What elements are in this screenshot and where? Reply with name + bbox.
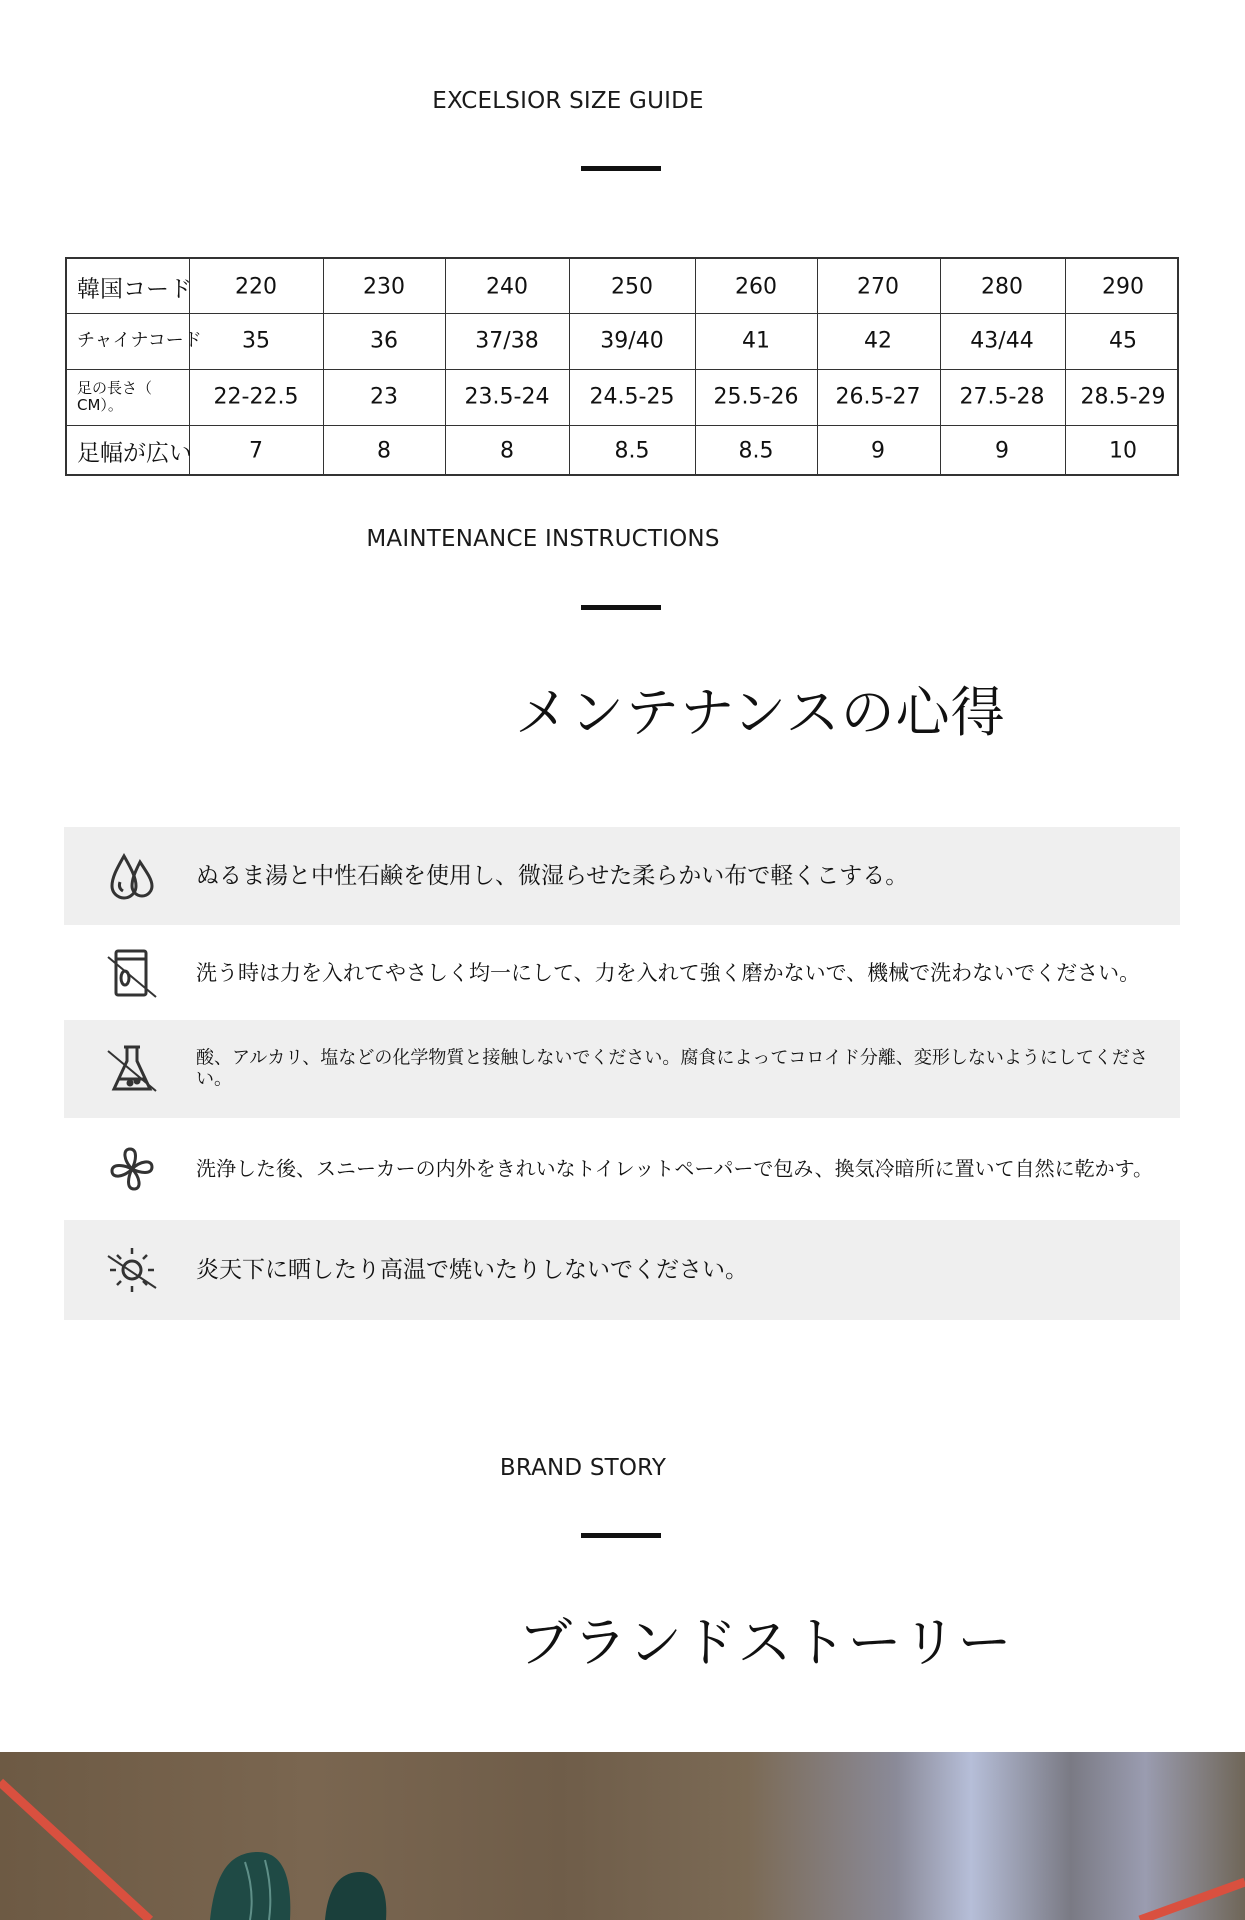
maintenance-heading: メンテナンスの心得 bbox=[515, 681, 1006, 744]
size-cell-china-code: 42 bbox=[864, 328, 892, 354]
brand-story-heading: ブランドストーリー bbox=[518, 1611, 1013, 1674]
size-cell-foot-width: 9 bbox=[995, 438, 1009, 464]
maintenance-text: 洗う時は力を入れてやさしく均一にして、力を入れて強く磨かないで、機械で洗わないでください。 bbox=[196, 960, 1141, 985]
size-cell-china-code: 35 bbox=[242, 328, 270, 354]
no-chemicals-icon bbox=[104, 1041, 160, 1097]
table-divider bbox=[67, 313, 1177, 314]
size-cell-korean-code: 280 bbox=[981, 274, 1023, 300]
maintenance-item bbox=[64, 827, 1180, 925]
fan-dry-icon bbox=[104, 1141, 160, 1197]
size-cell-korean-code: 240 bbox=[486, 274, 528, 300]
size-table bbox=[65, 257, 1179, 476]
size-cell-foot-length: 24.5-25 bbox=[589, 384, 675, 410]
size-cell-korean-code: 230 bbox=[363, 274, 405, 300]
maintenance-item bbox=[64, 1020, 1180, 1118]
table-divider bbox=[67, 425, 1177, 426]
size-cell-foot-width: 7 bbox=[249, 438, 263, 464]
table-divider bbox=[67, 369, 1177, 370]
title-underline bbox=[581, 166, 661, 171]
maintenance-text: ぬるま湯と中性石鹸を使用し、微湿らせた柔らかい布で軽くこする。 bbox=[196, 862, 909, 889]
maintenance-item bbox=[64, 927, 1180, 1018]
table-divider bbox=[817, 259, 818, 474]
maintenance-text: 酸、アルカリ、塩などの化学物質と接触しないでください。腐食によってコロイド分離、変形しないようにしてください。 bbox=[196, 1047, 1148, 1089]
size-cell-korean-code: 260 bbox=[735, 274, 777, 300]
maintenance-item bbox=[64, 1119, 1180, 1219]
size-cell-china-code: 39/40 bbox=[600, 328, 664, 354]
size-cell-foot-width: 9 bbox=[871, 438, 885, 464]
size-cell-foot-length: 23.5-24 bbox=[464, 384, 550, 410]
no-sun-icon bbox=[104, 1242, 160, 1298]
size-cell-foot-length: 27.5-28 bbox=[959, 384, 1045, 410]
size-cell-foot-width: 8.5 bbox=[614, 438, 650, 464]
size-cell-foot-width: 10 bbox=[1109, 438, 1137, 464]
title-underline bbox=[581, 605, 661, 610]
title-underline bbox=[581, 1533, 661, 1538]
size-cell-foot-length: 26.5-27 bbox=[835, 384, 921, 410]
brand-story-title: BRAND STORY bbox=[499, 1455, 667, 1481]
table-divider bbox=[569, 259, 570, 474]
size-cell-foot-length: 25.5-26 bbox=[713, 384, 799, 410]
size-cell-korean-code: 250 bbox=[611, 274, 653, 300]
size-cell-korean-code: 220 bbox=[235, 274, 277, 300]
maintenance-text: 炎天下に晒したり高温で焼いたりしないでください。 bbox=[196, 1256, 748, 1283]
sneaker-photo-illustration bbox=[0, 1752, 1245, 1920]
water-drops-icon bbox=[104, 848, 160, 904]
table-divider bbox=[940, 259, 941, 474]
size-cell-china-code: 41 bbox=[742, 328, 770, 354]
table-divider bbox=[445, 259, 446, 474]
row-label-wide-foot: 足幅が広い bbox=[77, 440, 192, 467]
table-divider bbox=[1065, 259, 1066, 474]
size-cell-foot-length: 22-22.5 bbox=[213, 384, 299, 410]
maintenance-title: MAINTENANCE INSTRUCTIONS bbox=[366, 526, 720, 552]
brand-photo bbox=[0, 1752, 1245, 1920]
table-divider bbox=[323, 259, 324, 474]
size-guide-title: EXCELSIOR SIZE GUIDE bbox=[432, 88, 704, 114]
size-cell-foot-width: 8 bbox=[377, 438, 391, 464]
table-divider bbox=[695, 259, 696, 474]
size-cell-china-code: 37/38 bbox=[475, 328, 539, 354]
row-label-foot-length: 足の長さ（ CM）。 bbox=[77, 378, 153, 414]
row-label-china-code: チャイナコード bbox=[77, 330, 202, 351]
size-cell-foot-width: 8.5 bbox=[738, 438, 774, 464]
size-cell-china-code: 43/44 bbox=[970, 328, 1034, 354]
row-label-korean-code: 韓国コード bbox=[77, 276, 192, 303]
size-cell-korean-code: 290 bbox=[1102, 274, 1144, 300]
maintenance-item bbox=[64, 1220, 1180, 1320]
size-cell-china-code: 45 bbox=[1109, 328, 1137, 354]
no-machine-wash-icon bbox=[104, 945, 160, 1001]
size-cell-foot-length: 28.5-29 bbox=[1080, 384, 1166, 410]
size-cell-china-code: 36 bbox=[370, 328, 398, 354]
size-cell-foot-width: 8 bbox=[500, 438, 514, 464]
size-cell-foot-length: 23 bbox=[370, 384, 398, 410]
maintenance-text: 洗浄した後、スニーカーの内外をきれいなトイレットペーパーで包み、換気冷暗所に置いて自然に乾かす。 bbox=[196, 1156, 1153, 1181]
size-cell-korean-code: 270 bbox=[857, 274, 899, 300]
